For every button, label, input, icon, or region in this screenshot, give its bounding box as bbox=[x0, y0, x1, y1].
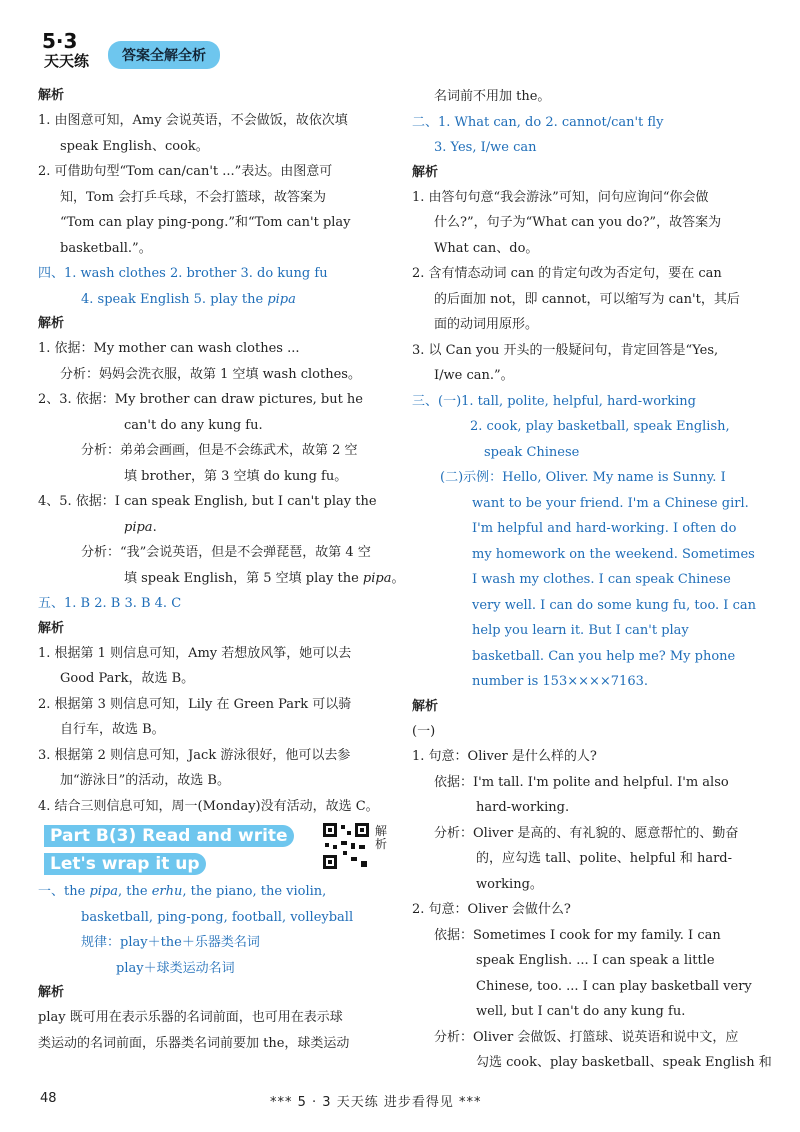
banner-subtitle: Let's wrap it up bbox=[44, 853, 206, 875]
text-line: 3. 根据第 2 则信息可知，Jack 游泳很好，他可以去参 bbox=[38, 747, 351, 763]
answer-line: 4. speak English 5. play the pipa bbox=[81, 291, 296, 307]
text-line: 分析：“我”会说英语，但是不会弹琵琶，故第 4 空 bbox=[81, 545, 371, 560]
sample-essay-line: I wash my clothes. I can speak Chinese bbox=[472, 572, 731, 587]
text-line: 2、3. 依据：My brother can draw pictures, but he bbox=[38, 392, 363, 407]
analysis-heading: 解析 bbox=[38, 88, 65, 103]
text-line: working。 bbox=[476, 876, 543, 892]
page-number: 48 bbox=[40, 1091, 57, 1106]
text-line: 1. 由答句句意“我会游泳”可知，问句应询问“你会做 bbox=[412, 189, 709, 205]
text-line: 面的动词用原形。 bbox=[434, 317, 539, 332]
svg-text:5·3: 5·3 bbox=[42, 29, 78, 53]
text-line: 填 speak English，第 5 空填 play the pipa。 bbox=[124, 570, 405, 586]
text-line: 1. 句意：Oliver 是什么样的人? bbox=[412, 749, 597, 764]
text-line: 的，应勾选 tall、polite、helpful 和 hard- bbox=[476, 851, 733, 866]
text-line: “Tom can play ping-pong.”和“Tom can't play bbox=[60, 215, 351, 230]
text-line: basketball.”。 bbox=[60, 240, 152, 256]
text-line: 3. 以 Can you 开头的一般疑问句，肯定回答是“Yes, bbox=[412, 342, 719, 358]
text-line: can't do any kung fu. bbox=[124, 417, 263, 433]
banner-title: Part B(3) Read and write bbox=[44, 825, 294, 847]
svg-text:天天练: 天天练 bbox=[44, 52, 90, 70]
right-column bbox=[412, 84, 772, 1076]
answer-line: 四、1. wash clothes 2. brother 3. do kung fu bbox=[38, 266, 328, 281]
text-line: 分析：Oliver 是高的、有礼貌的、愿意帮忙的、勤奋 bbox=[434, 825, 739, 841]
text-line: What can、do。 bbox=[434, 240, 539, 256]
answer-line: 二、1. What can, do 2. cannot/can't fly bbox=[412, 114, 664, 130]
sample-essay-line: want to be your friend. I'm a Chinese girl. bbox=[472, 495, 749, 511]
analysis-heading: 解析 bbox=[38, 985, 65, 1000]
sample-essay-line: I'm helpful and hard-working. I often do bbox=[472, 521, 737, 536]
text-line: pipa. bbox=[124, 519, 157, 535]
answer-badge: 答案全解全析 bbox=[108, 41, 220, 69]
answer-line: 三、(一)1. tall, polite, helpful, hard-working bbox=[412, 393, 696, 409]
section-banner bbox=[38, 819, 390, 879]
rule-line: 规律：play＋the＋乐器类名词 bbox=[81, 935, 260, 950]
sample-essay-line: (二)示例：Hello, Oliver. My name is Sunny. I bbox=[440, 470, 726, 485]
text-line: 4. 结合三则信息可知，周一(Monday)没有活动，故选 C。 bbox=[38, 798, 379, 814]
analysis-heading: 解析 bbox=[38, 316, 65, 331]
analysis-heading: 解析 bbox=[412, 698, 439, 714]
text-line: 依据：Sometimes I cook for my family. I can bbox=[434, 927, 721, 943]
text-line: 2. 根据第 3 则信息可知，Lily 在 Green Park 可以骑 bbox=[38, 696, 352, 712]
text-line: 分析：妈妈会洗衣服，故第 1 空填 wash clothes。 bbox=[60, 366, 361, 382]
text-line: 分析：弟弟会画画，但是不会练武术，故第 2 空 bbox=[81, 443, 358, 458]
text-line: 名词前不用加 the。 bbox=[434, 89, 551, 104]
answer-line: 3. Yes, I/we can bbox=[434, 140, 537, 155]
sample-essay-line: very well. I can do some kung fu, too. I can bbox=[472, 597, 756, 613]
answer-line: speak Chinese bbox=[484, 444, 580, 460]
text-line: 加“游泳日”的活动，故选 B。 bbox=[60, 773, 230, 788]
brand-logo bbox=[40, 28, 100, 70]
qr-code[interactable] bbox=[321, 821, 371, 871]
text-line: 2. 可借助句型“Tom can/can't ...”表达。由图意可 bbox=[38, 164, 333, 179]
analysis-heading: 解析 bbox=[412, 164, 439, 180]
answer-line: basketball, ping-pong, football, volleyball bbox=[81, 909, 354, 925]
text-line: 1. 根据第 1 则信息可知，Amy 若想放风筝，她可以去 bbox=[38, 645, 352, 661]
text-line: (一) bbox=[412, 723, 436, 739]
text-line: 分析：Oliver 会做饭、打篮球、说英语和说中文，应 bbox=[434, 1029, 739, 1045]
text-line: 填 brother，第 3 空填 do kung fu。 bbox=[124, 468, 348, 484]
text-line: 1. 依据：My mother can wash clothes ... bbox=[38, 341, 300, 356]
text-line: Good Park，故选 B。 bbox=[60, 671, 195, 686]
text-line: I/we can.”。 bbox=[434, 368, 514, 383]
answer-line: 五、1. B 2. B 3. B 4. C bbox=[38, 596, 182, 611]
text-line: 类运动的名词前面，乐器类名词前要加 the，球类运动 bbox=[38, 1035, 350, 1051]
answer-line: 一、the pipa, the erhu, the piano, the violin, bbox=[38, 884, 327, 899]
text-line: 2. 含有情态动词 can 的肯定句改为否定句，要在 can bbox=[412, 266, 722, 281]
text-line: well, but I can't do any kung fu. bbox=[476, 1004, 686, 1019]
text-line: speak English. ... I can speak a little bbox=[476, 953, 715, 968]
sample-essay-line: number is 153××××7163. bbox=[472, 674, 648, 689]
left-column bbox=[38, 84, 405, 1056]
analysis-heading: 解析 bbox=[38, 620, 65, 636]
qr-label: 解析 bbox=[375, 824, 388, 851]
text-line: Chinese, too. ... I can play basketball very bbox=[476, 978, 752, 994]
text-line: speak English、cook。 bbox=[60, 138, 209, 154]
text-line: 勾选 cook、play basketball、speak English 和 bbox=[476, 1055, 772, 1070]
sample-essay-line: help you learn it. But I can't play bbox=[472, 623, 689, 638]
text-line: play 既可用在表示乐器的名词前面，也可用在表示球 bbox=[38, 1010, 343, 1025]
text-line: 2. 句意：Oliver 会做什么? bbox=[412, 902, 571, 917]
sample-essay-line: basketball. Can you help me? My phone bbox=[472, 648, 736, 664]
text-line: 知，Tom 会打乒乓球，不会打篮球，故答案为 bbox=[60, 189, 326, 205]
text-line: 自行车，故选 B。 bbox=[60, 722, 165, 737]
text-line: 什么?”，句子为“What can you do?”，故答案为 bbox=[434, 215, 722, 230]
sample-essay-line: my homework on the weekend. Sometimes bbox=[472, 546, 755, 562]
rule-line: play＋球类运动名词 bbox=[116, 960, 235, 976]
text-line: 1. 由图意可知，Amy 会说英语，不会做饭，故依次填 bbox=[38, 113, 348, 128]
text-line: 依据：I'm tall. I'm polite and helpful. I'm also bbox=[434, 774, 729, 790]
text-line: 4、5. 依据：I can speak English, but I can't play the bbox=[38, 494, 377, 509]
text-line: 的后面加 not，即 cannot，可以缩写为 can't，其后 bbox=[434, 291, 740, 307]
answer-line: 2. cook, play basketball, speak English, bbox=[470, 419, 730, 434]
text-line: hard-working. bbox=[476, 800, 570, 815]
footer-slogan: *** 5 · 3 天天练 进步看得见 *** bbox=[270, 1095, 482, 1110]
